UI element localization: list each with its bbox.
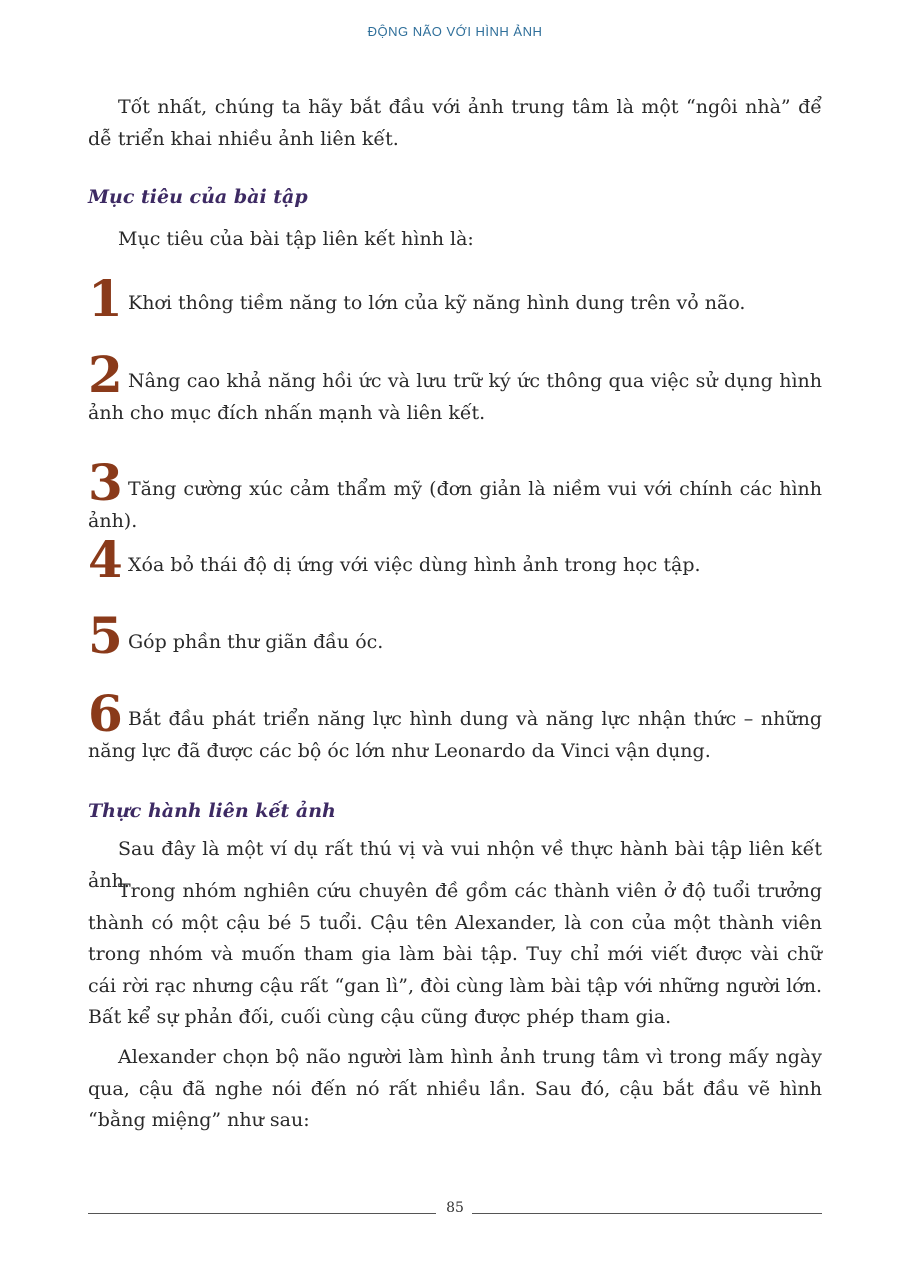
goal-item-4 [88,550,822,582]
page-number: 85 [446,1200,464,1216]
goal-item-text: Khơi thông tiềm năng to lớn của kỹ năng hình dung trên vỏ não. [128,292,746,314]
item-number-6: 6 [88,684,123,743]
section-heading-goals: Mục tiêu của bài tập [88,186,308,208]
goal-item-5 [88,627,822,659]
goal-item-6 [88,704,822,767]
practice-paragraph-1: Sau đây là một ví dụ rất thú vị và vui nhộn về thực hành bài tập liên kết ảnh. [88,838,822,892]
goals-lead: Mục tiêu của bài tập liên kết hình là: [118,228,474,250]
goal-item-text: Nâng cao khả năng hồi ức và lưu trữ ký ức thông qua việc sử dụng hình ảnh cho mục đích nhấn mạnh và liên kết. [88,370,822,424]
goal-item-1 [88,288,822,320]
intro-paragraph: Tốt nhất, chúng ta hãy bắt đầu với ảnh trung tâm là một “ngôi nhà” để dễ triển khai nhiều ảnh liên kết. [88,96,822,150]
section-heading-practice: Thực hành liên kết ảnh [88,800,336,822]
footer-rule-right [472,1213,822,1214]
item-number-4: 4 [88,530,123,589]
running-header: ĐỘNG NÃO VỚI HÌNH ẢNH [367,24,543,39]
goal-item-2 [88,366,822,429]
item-number-5: 5 [88,606,123,665]
goal-item-text: Tăng cường xúc cảm thẩm mỹ (đơn giản là niềm vui với chính các hình ảnh). [88,478,822,532]
goal-item-3 [88,474,822,537]
item-number-3: 3 [88,453,123,512]
practice-paragraph-3: Alexander chọn bộ não người làm hình ảnh trung tâm vì trong mấy ngày qua, cậu đã nghe nói đến nó rất nhiều lần. Sau đó, cậu bắt đầu vẽ hình “bằng miệng” như sau: [88,1046,822,1131]
goal-item-text: Bắt đầu phát triển năng lực hình dung và năng lực nhận thức – những năng lực đã được các bộ óc lớn như Leonardo da Vinci vận dụng. [88,708,822,762]
practice-paragraph-2: Trong nhóm nghiên cứu chuyên đề gồm các thành viên ở độ tuổi trưởng thành có một cậu bé 5 tuổi. Cậu tên Alexander, là con của một thành viên trong nhóm và muốn tham gia làm bài tập. Tuy chỉ mới viết được vài chữ cái rời rạc nhưng cậu rất “gan lì”, đòi cùng làm bài tập với những người lớn. Bất kể sự phản đối, cuối cùng cậu cũng được phép tham gia. [88,880,822,1028]
goal-item-text: Xóa bỏ thái độ dị ứng với việc dùng hình ảnh trong học tập. [128,554,701,576]
goal-item-text: Góp phần thư giãn đầu óc. [128,631,384,653]
item-number-2: 2 [88,345,123,404]
item-number-1: 1 [88,269,123,328]
